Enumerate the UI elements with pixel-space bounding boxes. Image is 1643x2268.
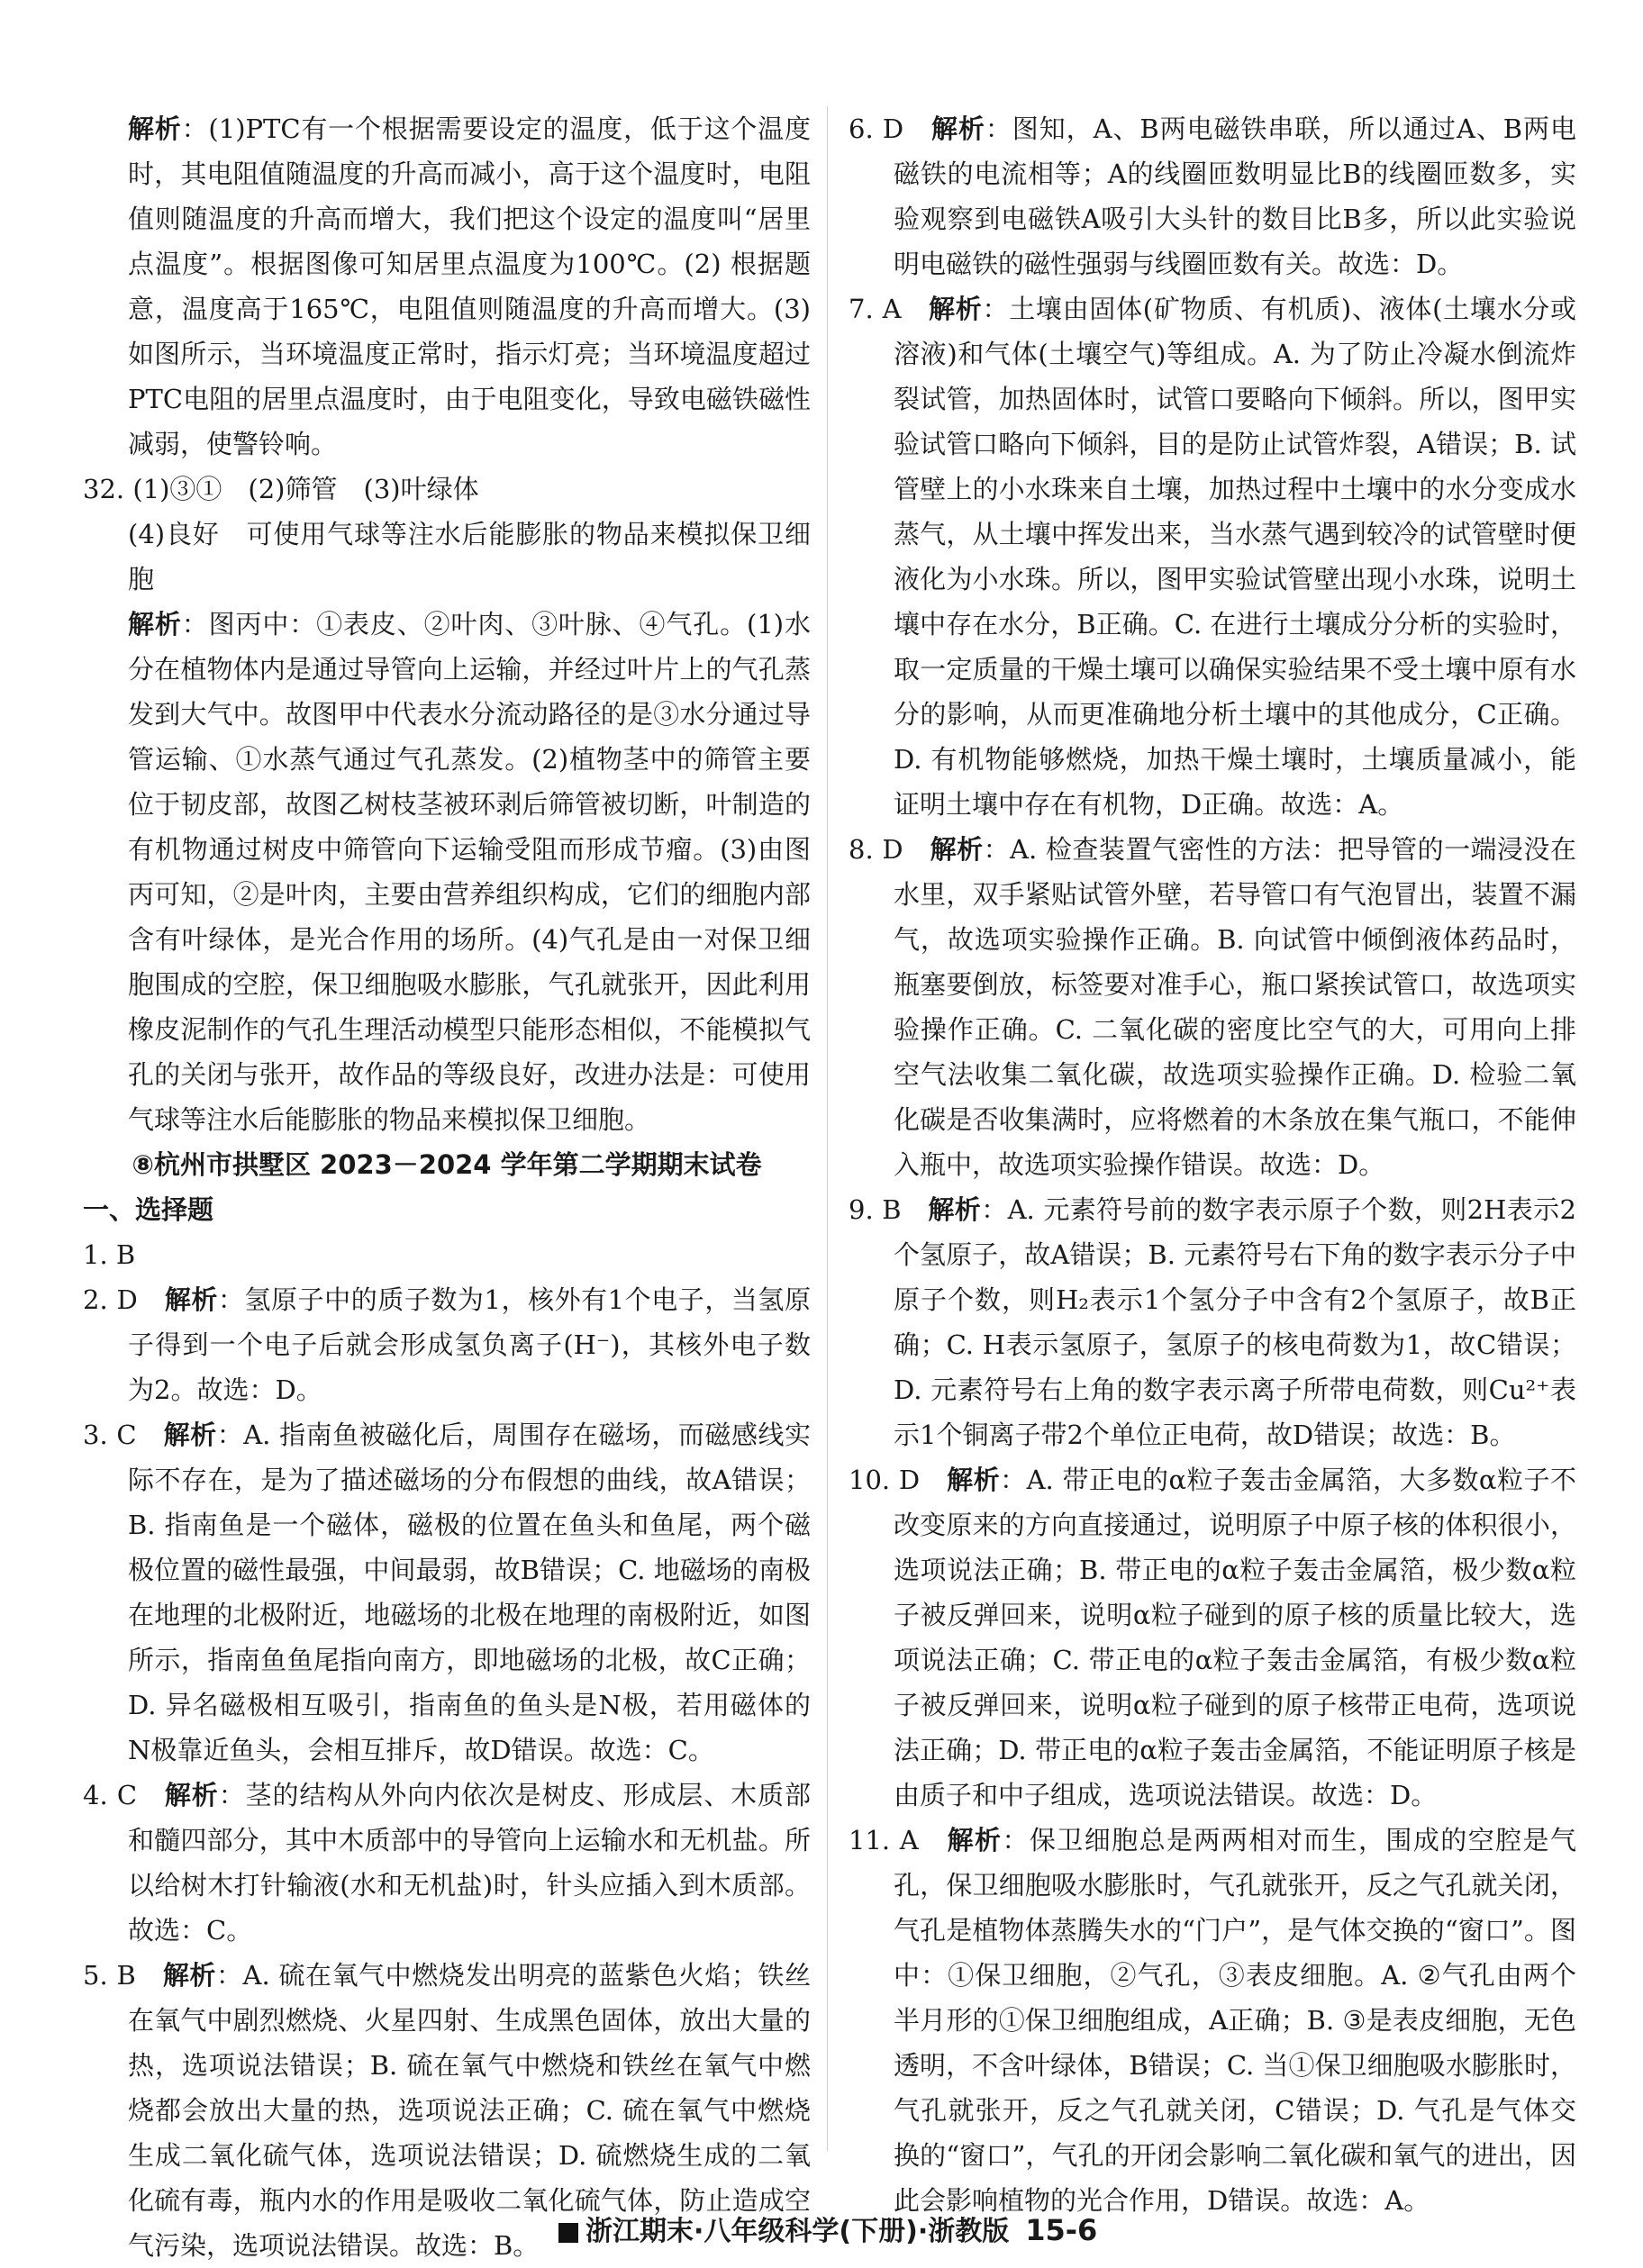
left-column bbox=[83, 106, 811, 2268]
answer-choice: C bbox=[116, 1780, 138, 1810]
analysis-label: 解析 bbox=[928, 1194, 982, 1225]
question-number: 7. bbox=[849, 294, 874, 324]
answer-item bbox=[849, 1818, 1576, 2223]
answer-choice: B bbox=[882, 1194, 902, 1225]
answer-choice: C bbox=[116, 1420, 137, 1450]
analysis-label: 解析 bbox=[930, 834, 984, 865]
explanation-paragraph bbox=[83, 106, 811, 467]
analysis-label: 解析 bbox=[128, 609, 182, 640]
answer-item bbox=[849, 1187, 1576, 1457]
paragraph-text: ：A. 指南鱼被磁化后，周围存在磁场，而磁感线实际不存在，是为了描述磁场的分布假想的曲线，故A错误；B. 指南鱼是一个磁体，磁极的位置在鱼头和鱼尾，两个磁极位置的磁性最强，中间最弱，故B错误；C. 地磁场的南极在地理的北极附近，地磁场的北极在地理的南极附近，如图所示，指南鱼鱼尾指向南方，即地磁场的北极，故C正确；D. 异名磁极相互吸引，指南鱼的鱼头是N极，若用磁体的N极靠近鱼头，会相互排斥，故D错误。故选：C。 bbox=[128, 1420, 811, 1765]
answer-item bbox=[849, 286, 1576, 827]
analysis-label: 解析 bbox=[164, 1780, 219, 1810]
answer-item bbox=[849, 106, 1576, 286]
paragraph-text: ：氢原子中的质子数为1，核外有1个电子，当氢原子得到一个电子后就会形成氢负离子(H⁻)，其核外电子数为2。故选：D。 bbox=[128, 1284, 811, 1405]
analysis-label: 解析 bbox=[163, 1420, 217, 1450]
answer-choice: A bbox=[899, 1825, 919, 1855]
answer-choice: D bbox=[898, 1465, 921, 1495]
paragraph-text: (1)③① (2)筛管 (3)叶绿体 bbox=[132, 474, 479, 504]
paragraph-text: ：图知，A、B两电磁铁串联，所以通过A、B两电磁铁的电流相等；A的线圈匝数明显比B的线圈匝数多，实验观察到电磁铁A吸引大头针的数目比B多，所以此实验说明电磁铁的磁性强弱与线圈匝数有关。故选：D。 bbox=[894, 113, 1576, 279]
question-number: 2. bbox=[83, 1284, 108, 1315]
question-number: 6. bbox=[849, 113, 874, 144]
answer-item bbox=[849, 827, 1576, 1187]
answer-item bbox=[849, 1457, 1576, 1818]
paragraph-text: ：保卫细胞总是两两相对而生，围成的空腔是气孔，保卫细胞吸水膨胀时，气孔就张开，反之气孔就关闭，气孔是植物体蒸腾失水的“门户”，是气体交换的“窗口”。图中：①保卫细胞，②气孔，③表皮细胞。A. ②气孔由两个半月形的①保卫细胞组成，A正确；B. ③是表皮细胞，无色透明，不含叶绿体，B错误；C. 当①保卫细胞吸水膨胀时，气孔就张开，反之气孔就关闭，C错误；D. 气孔是气体交换的“窗口”，气孔的开闭会影响二氧化碳和氧气的进出，因此会影响植物的光合作用，D错误。故选：A。 bbox=[894, 1825, 1576, 2216]
section-title: ⑧杭州市拱墅区 2023－2024 学年第二学期期末试卷 bbox=[132, 1149, 762, 1180]
paragraph-text: ：土壤由固体(矿物质、有机质)、液体(土壤水分或溶液)和气体(土壤空气)等组成。A. 为了防止冷凝水倒流炸裂试管，加热固体时，试管口要略向下倾斜。所以，图甲实验试管口略向下倾斜，目的是防止试管炸裂，A错误；B. 试管壁上的小水珠来自土壤，加热过程中土壤中的水分变成水蒸气，从土壤中挥发出来，当水蒸气遇到较冷的试管壁时便液化为小水珠。所以，图甲实验试管壁出现小水珠，说明土壤中存在水分，B正确。C. 在进行土壤成分分析的实验时，取一定质量的干燥土壤可以确保实验结果不受土壤中原有水分的影响，从而更准确地分析土壤中的其他成分，C正确。D. 有机物能够燃烧，加热干燥土壤时，土壤质量减小，能证明土壤中存在有机物，D正确。故选：A。 bbox=[894, 294, 1576, 820]
paragraph-text: ：茎的结构从外向内依次是树皮、形成层、木质部和髓四部分，其中木质部中的导管向上运输水和无机盐。所以给树木打针输液(水和无机盐)时，针头应插入到木质部。故选：C。 bbox=[128, 1780, 811, 1946]
answer-item bbox=[83, 1412, 811, 1773]
answer-item bbox=[83, 1277, 811, 1412]
explanation-paragraph bbox=[83, 512, 811, 602]
right-column bbox=[849, 106, 1576, 2223]
analysis-label: 解析 bbox=[947, 1825, 1003, 1855]
analysis-label: 解析 bbox=[929, 294, 983, 324]
question-number: 5. bbox=[83, 1960, 108, 1991]
answer-item bbox=[83, 467, 811, 512]
category-heading: 一、选择题 bbox=[83, 1194, 214, 1225]
paragraph-text: ：A. 带正电的α粒子轰击金属箔，大多数α粒子不改变原来的方向直接通过，说明原子中原子核的体积很小，选项说法正确；B. 带正电的α粒子轰击金属箔，极少数α粒子被反弹回来，说明α粒子碰到的原子核的质量比较大，选项说法正确；C. 带正电的α粒子轰击金属箔，有极少数α粒子被反弹回来，说明α粒子碰到的原子核带正电荷，选项说法正确；D. 带正电的α粒子轰击金属箔，不能证明原子核是由质子和中子组成，选项说法错误。故选：D。 bbox=[894, 1465, 1576, 1810]
answer-choice: B bbox=[116, 1960, 136, 1991]
column-divider bbox=[827, 106, 828, 2151]
paragraph-text: (4)良好 可使用气球等注水后能膨胀的物品来模拟保卫细胞 bbox=[128, 519, 811, 594]
footer-mark-icon bbox=[558, 2223, 578, 2243]
paragraph-text: ：(1)PTC有一个根据需要设定的温度，低于这个温度时，其电阻值随温度的升高而减小，高于这个温度时，电阻值则随温度的升高而增大，我们把这个设定的温度叫“居里点温度”。根据图像可知居里点温度为100℃。(2) 根据题意，温度高于165℃，电阻值则随温度的升高而增大。(3)如图所示，当环境温度正常时，指示灯亮；当环境温度超过PTC电阻的居里点温度时，由于电阻变化，导致电磁铁磁性减弱，使警铃响。 bbox=[128, 113, 811, 459]
paragraph-text: ：A. 元素符号前的数字表示原子个数，则2H表示2个氢原子，故A错误；B. 元素符号右下角的数字表示分子中原子个数，则H₂表示1个氢分子中含有2个氢原子，故B正确；C. H表示氢原子，氢原子的核电荷数为1，故C错误；D. 元素符号右上角的数字表示离子所带电荷数，则Cu²⁺表示1个铜离子带2个单位正电荷，故D错误；故选：B。 bbox=[894, 1194, 1577, 1450]
page-footer bbox=[558, 2209, 1189, 2248]
answer-item bbox=[83, 1232, 811, 1277]
paragraph-text: ：A. 硫在氧气中燃烧发出明亮的蓝紫色火焰；铁丝在氧气中剧烈燃烧、火星四射、生成黑色固体，放出大量的热，选项说法错误；B. 硫在氧气中燃烧和铁丝在氧气中燃烧都会放出大量的热，选项说法正确；C. 硫在氧气中燃烧生成二氧化硫气体，选项说法错误；D. 硫燃烧生成的二氧化硫有毒，瓶内水的作用是吸收二氧化硫气体，防止造成空气污染，选项说法错误。故选：B。 bbox=[128, 1960, 811, 2261]
answer-choice: D bbox=[882, 113, 904, 144]
question-number: 32. bbox=[83, 474, 125, 504]
answer-choice: B bbox=[115, 1239, 136, 1270]
question-number: 3. bbox=[83, 1420, 108, 1450]
question-number: 10. bbox=[849, 1465, 891, 1495]
analysis-label: 解析 bbox=[162, 1960, 216, 1991]
analysis-label: 解析 bbox=[164, 1284, 218, 1315]
question-number: 8. bbox=[849, 834, 874, 865]
question-number: 11. bbox=[849, 1825, 891, 1855]
answer-choice: A bbox=[882, 294, 902, 324]
analysis-label: 解析 bbox=[128, 113, 182, 144]
paragraph-text: ：A. 检查装置气密性的方法：把导管的一端浸没在水里，双手紧贴试管外壁，若导管口有气泡冒出，装置不漏气，故选项实验操作正确。B. 向试管中倾倒液体药品时，瓶塞要倒放，标签要对准手心，瓶口紧挨试管口，故选项实验操作正确。C. 二氧化碳的密度比空气的大，可用向上排空气法收集二氧化碳，故选项实验操作正确。D. 检验二氧化碳是否收集满时，应将燃着的木条放在集气瓶口，不能伸入瓶中，故选项实验操作错误。故选：D。 bbox=[894, 834, 1576, 1180]
answer-choice: D bbox=[882, 834, 903, 865]
footer-title: 浙江期末·八年级科学(下册)·浙教版 bbox=[585, 2216, 1010, 2247]
question-number: 9. bbox=[849, 1194, 874, 1225]
page-number: 15-6 bbox=[1025, 2213, 1098, 2247]
answer-choice: D bbox=[116, 1284, 138, 1315]
question-number: 4. bbox=[83, 1780, 108, 1810]
question-number: 1. bbox=[83, 1239, 108, 1270]
paragraph-text: ：图丙中：①表皮、②叶肉、③叶脉、④气孔。(1)水分在植物体内是通过导管向上运输，并经过叶片上的气孔蒸发到大气中。故图甲中代表水分流动路径的是③水分通过导管运输、①水蒸气通过气孔蒸发。(2)植物茎中的筛管主要位于韧皮部，故图乙树枝茎被环剥后筛管被切断，叶制造的有机物通过树皮中筛管向下运输受阻而形成节瘤。(3)由图丙可知，②是叶肉，主要由营养组织构成，它们的细胞内部含有叶绿体，是光合作用的场所。(4)气孔是由一对保卫细胞围成的空腔，保卫细胞吸水膨胀，气孔就张开，因此利用橡皮泥制作的气孔生理活动模型只能形态相似，不能模拟气孔的关闭与张开，故作品的等级良好，改进办法是：可使用气球等注水后能膨胀的物品来模拟保卫细胞。 bbox=[128, 609, 811, 1135]
analysis-label: 解析 bbox=[947, 1465, 1001, 1495]
answer-item bbox=[83, 1773, 811, 1953]
explanation-paragraph bbox=[83, 602, 811, 1142]
analysis-label: 解析 bbox=[930, 113, 985, 144]
